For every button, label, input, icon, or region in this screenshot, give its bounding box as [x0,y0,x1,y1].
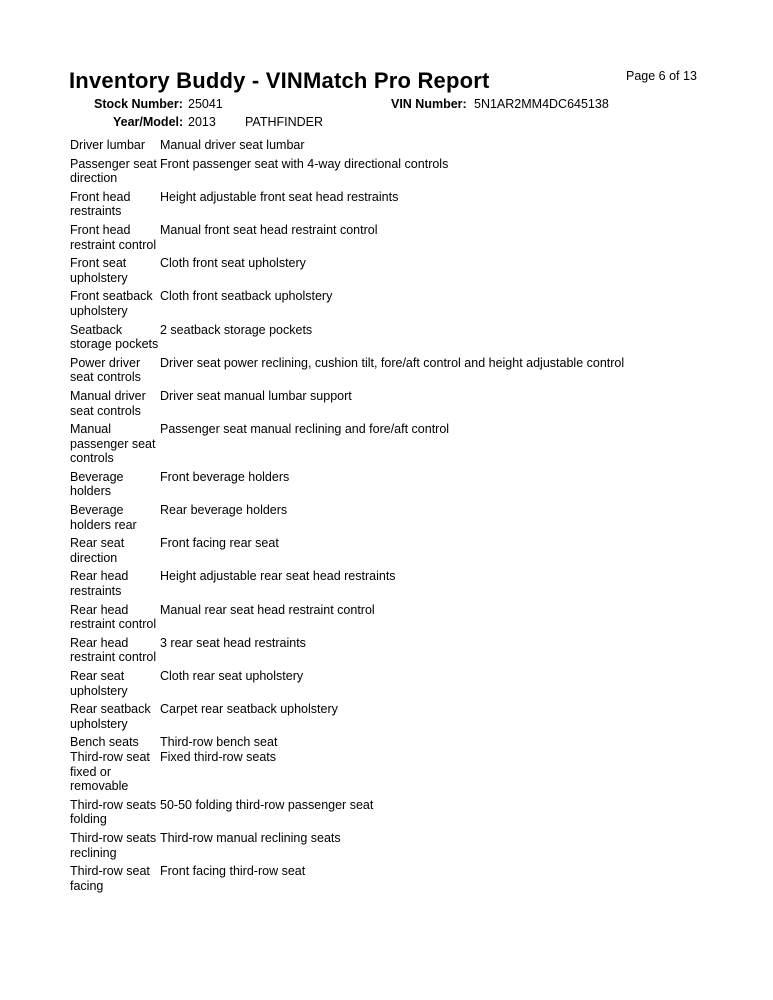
feature-description: 2 seatback storage pockets [160,322,313,337]
feature-description: Height adjustable rear seat head restraints [160,569,396,584]
feature-name: Beverage holders [70,469,124,499]
stock-number-value: 25041 [188,97,223,111]
feature-name: Manual passenger seat controls [70,422,156,466]
year-model-label: Year/Model: [113,115,184,129]
feature-description: Rear beverage holders [160,503,288,518]
feature-description: Front facing rear seat [160,536,279,551]
feature-name: Rear head restraint control [70,635,157,665]
feature-name: Front seat upholstery [70,256,128,285]
feature-name: Third-row seat fixed or removable [70,749,150,794]
feature-name: Power driver seat controls [70,355,141,385]
feature-description: Carpet rear seatback upholstery [160,702,338,717]
feature-description: Driver seat power reclining, cushion tilt, fore/aft control and height adjustable control [160,355,625,370]
stock-number-label: Stock Number: [94,97,183,111]
feature-name: Seatback storage pockets [70,322,159,352]
feature-row [70,503,750,532]
report-title: Inventory Buddy - VINMatch Pro Report [69,68,490,93]
feature-name: Rear seat direction [70,536,125,565]
feature-description: 50-50 folding third-row passenger seat [160,797,374,812]
feature-description: Cloth rear seat upholstery [160,669,304,683]
feature-description: Cloth front seatback upholstery [160,289,333,304]
feature-name: Driver lumbar [70,138,146,152]
feature-description: Front facing third-row seat [160,864,306,879]
feature-row [70,470,750,499]
vin-number-label: VIN Number: [391,97,467,111]
feature-name: Front head restraints [70,189,131,219]
feature-name: Passenger seat direction [70,156,157,186]
feature-row [70,356,750,385]
feature-name: Rear seatback upholstery [70,702,151,731]
feature-row [70,669,750,698]
feature-description: Manual driver seat lumbar [160,138,305,152]
feature-description: Driver seat manual lumbar support [160,388,352,403]
feature-description: Manual front seat head restraint control [160,222,378,237]
feature-row [70,798,750,827]
feature-row [70,157,750,186]
feature-name: Manual driver seat controls [70,388,146,418]
feature-description: Fixed third-row seats [160,749,277,764]
feature-description: Cloth front seat upholstery [160,256,306,271]
feature-row [70,389,750,418]
feature-row [70,636,750,665]
feature-description: 3 rear seat head restraints [160,635,306,650]
feature-row [70,831,750,860]
feature-description: Passenger seat manual reclining and fore/aft control [160,422,450,437]
feature-name: Third-row seats reclining [70,830,157,860]
feature-row [70,864,750,893]
feature-row [70,603,750,632]
feature-description: Height adjustable front seat head restraints [160,189,399,204]
feature-name: Rear seat upholstery [70,669,128,698]
feature-row [70,536,750,565]
feature-name: Front seatback upholstery [70,289,153,318]
feature-row [70,569,750,598]
feature-name: Rear head restraints [70,569,129,599]
feature-name: Beverage holders rear [70,503,137,532]
feature-description: Manual rear seat head restraint control [160,602,375,617]
feature-row [70,323,750,352]
feature-name: Rear head restraint control [70,602,157,632]
feature-name: Third-row seats folding [70,797,157,827]
vin-number-value: 5N1AR2MM4DC645138 [474,97,609,111]
feature-row [70,138,750,153]
feature-description: Third-row bench seat [160,735,278,750]
feature-row [70,223,750,252]
feature-description: Third-row manual reclining seats [160,830,341,845]
page-number: Page 6 of 13 [626,69,697,83]
feature-description: Front beverage holders [160,469,290,484]
feature-row [70,190,750,219]
feature-row [70,702,750,731]
feature-row [70,422,750,466]
feature-row [70,289,750,318]
feature-name: Front head restraint control [70,222,157,252]
feature-row [70,750,750,794]
feature-list [70,138,750,897]
feature-name: Third-row seat facing [70,864,150,893]
feature-name: Bench seats [70,735,139,750]
feature-description: Front passenger seat with 4-way directional controls [160,156,449,171]
model-value: PATHFINDER [245,115,324,129]
feature-row [70,735,750,750]
year-value: 2013 [188,115,216,129]
feature-row [70,256,750,285]
